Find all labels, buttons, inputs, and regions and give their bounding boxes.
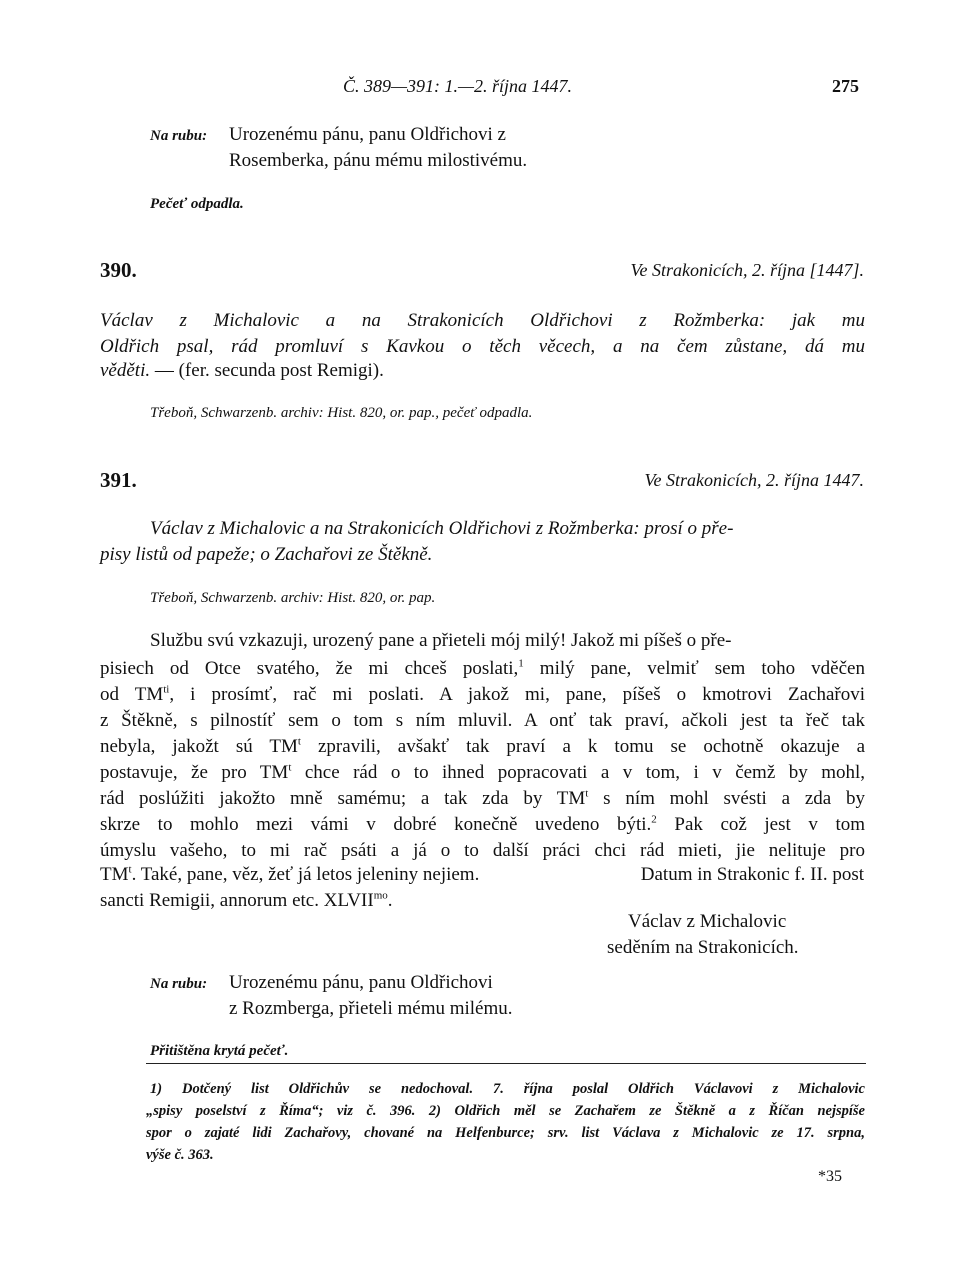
address-line-389-1: Urozenému pánu, panu Oldřichovi z (229, 124, 506, 145)
signature-mark: *35 (818, 1168, 842, 1185)
signature-line-2: seděním na Strakonicích. (607, 937, 799, 958)
doc-number-391: 391. (100, 468, 137, 492)
summary-390-italic: věděti. (100, 360, 151, 381)
address-label-391: Na rubu: (150, 976, 208, 992)
footnote-line-1: 1) Dotčený list Oldřichův se nedochoval. 7. října poslal Oldřich Václavovi z Michalovic (150, 1081, 865, 1097)
address-line-389-2: Rosemberka, pánu mému milostivému. (229, 150, 528, 171)
letter-line-2: pisiech od Otce svatého, že mi chceš poslati,$^1$ milý pane, velmiť sem toho vděčen (100, 657, 865, 679)
footnote-line-4: výše č. 363. (146, 1147, 214, 1163)
letter-line-8: skrze to mohlo mezi vámi v dobré konečně uvedeno býti.$^2$ Pak což jest v tom (100, 813, 866, 835)
summary-391-line-1: Václav z Michalovic a na Strakonicích Oldřichovi z Rožmberka: prosí o pře- (150, 518, 734, 539)
letter-line-10: $TM^t$. Také, pane, věz, žeť já letos jeleniny nejiem. (100, 863, 480, 885)
summary-390-feast: — (fer. secunda post Remigi). (150, 360, 384, 381)
seal-note-389: Pečeť odpadla. (150, 196, 244, 212)
source-391: Třeboň, Schwarzenb. archiv: Hist. 820, or. pap. (150, 590, 436, 606)
letter-line-3: od $TM^{ti}$, i prosímť, rač mi poslati. A jakož mi, pane, píšeš o kmotrovi Zachařovi (100, 683, 865, 705)
place-date-390: Ve Strakonicích, 2. října [1447]. (630, 260, 864, 280)
page-number: 275 (832, 76, 859, 96)
signature-line-1: Václav z Michalovic (628, 911, 787, 932)
letter-line-6: postavuje, že pro $TM^t$ chce rád o to ihned popracovati a v tom, i v čemž by mohl, (100, 761, 865, 783)
place-date-391: Ve Strakonicích, 2. října 1447. (644, 470, 864, 490)
footnote-line-2: „spisy poselství z Říma“; viz č. 396. 2) Oldřich měl se Zachařem ze Štěkně a z Říčan nejspíše (146, 1103, 865, 1119)
letter-line-5: nebyla, jakožt sú $TM^t$ zpravili, avšakť tak praví a k tomu se ochotně okazuje a (100, 735, 866, 757)
doc-number-390: 390. (100, 258, 137, 282)
summary-391-line-2: pisy listů od papeže; o Zachařovi ze Štěkně. (100, 544, 433, 565)
summary-390-line-1: Václav z Michalovic a na Strakonicích Oldřichovi z Rožmberka: jak mu (100, 310, 865, 331)
letter-line-11: sancti Remigii, annorum etc. $XLVII^{mo}$. (100, 889, 393, 911)
letter-line-1: Službu svú vzkazuji, urozený pane a přieteli mój milý! Jakož mi píšeš o pře- (150, 630, 732, 651)
letter-line-9: úmyslu vašeho, to mi rač psáti a já o to další práci chci rád mieti, jie nelituje pro (100, 840, 865, 861)
address-line-391-1: Urozenému pánu, panu Oldřichovi (229, 972, 493, 993)
summary-390-line-2: Oldřich psal, rád promluví s Kavkou o těch věcech, a na čem zůstane, dá mu (100, 336, 865, 357)
seal-note-391: Přitištěna krytá pečeť. (150, 1043, 289, 1059)
address-line-391-2: z Rozmberga, přieteli mému milému. (229, 998, 513, 1019)
source-390: Třeboň, Schwarzenb. archiv: Hist. 820, or. pap., pečeť odpadla. (150, 405, 533, 421)
running-header-title: Č. 389—391: 1.—2. října 1447. (343, 76, 573, 96)
summary-390-line-3 (100, 360, 384, 382)
footnote-rule (146, 1063, 866, 1064)
letter-datum: Datum in Strakonic f. II. post (640, 864, 864, 885)
letter-line-4: z Štěkně, s pilnostíť sem o tom s ním mluvil. A onť tak praví, ačkoli jest ta řeč tak (100, 710, 865, 731)
footnote-line-3: spor o zajaté lidi Zachařovy, chované na Helfenburce; srv. list Václava z Michalovic ze 17. srpna, (146, 1125, 865, 1141)
address-label-389: Na rubu: (150, 128, 208, 144)
letter-line-7: rád poslúžiti jakožto mně samému; a tak zda by $TM^t$ s ním mohl svésti a zda by (100, 787, 866, 809)
